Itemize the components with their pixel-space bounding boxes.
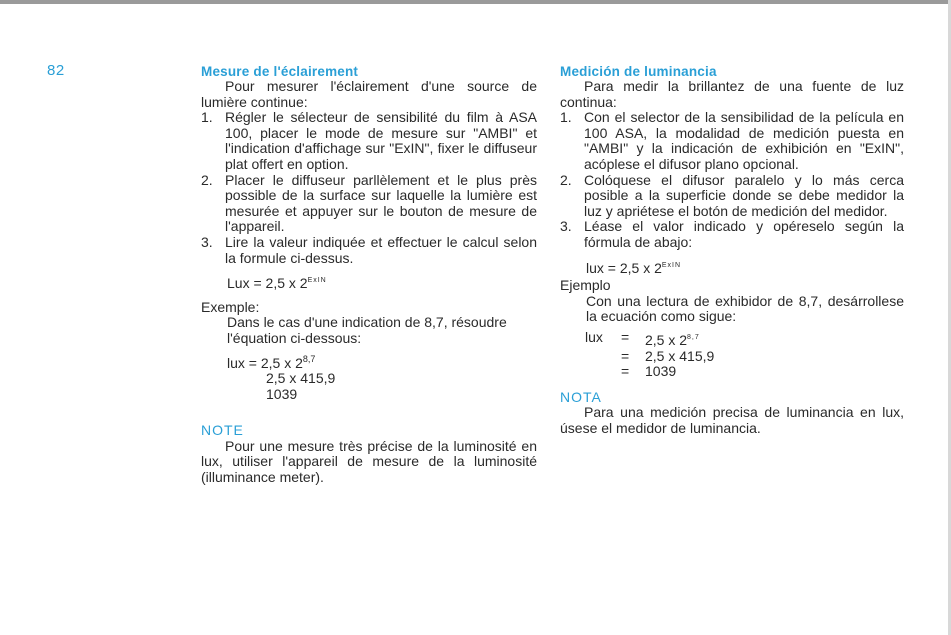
calc-equals: = <box>621 347 630 364</box>
step-number: 1. <box>201 109 213 126</box>
list-item <box>201 235 537 266</box>
calc-line-3: 1039 <box>266 385 298 402</box>
step-text: Régler le sélecteur de sensibilité du film à ASA 100, placer le mode de mesure sur "AMBI" et l'indication d'affichage sur "ExIN", fixer le diffuseur plat offert en option. <box>225 109 537 172</box>
calc-line-1: lux = 2,5 x 2 <box>227 354 303 371</box>
calc-equals: = <box>621 363 630 380</box>
spanish-title: Medición de luminancia <box>560 64 717 79</box>
step-number: 2. <box>201 171 213 188</box>
calc-line <box>227 352 537 372</box>
formula-lhs: Lux = 2,5 x 2 <box>227 275 308 292</box>
calc-row-1: 2,5 x 2 <box>645 331 688 348</box>
calc-exponent: 8,7 <box>687 333 700 341</box>
step-text: Léase el valor indicado y opéreselo según la fórmula de abajo: <box>584 218 904 250</box>
french-note-label: NOTE <box>201 422 244 439</box>
spanish-intro: Para medir la brillantez de una fuente de luz continua: <box>560 78 904 110</box>
list-item <box>201 173 537 235</box>
table-row <box>585 330 714 349</box>
spanish-calculation <box>585 330 714 380</box>
french-title: Mesure de l'éclairement <box>201 64 359 79</box>
spanish-column <box>560 64 904 436</box>
spanish-example-text: Con una lectura de exhibidor de 8,7, desárrollese la ecuación como sigue: <box>586 292 904 325</box>
calc-equals: = <box>621 328 630 345</box>
table-row <box>585 349 714 365</box>
calc-row-2: 2,5 x 415,9 <box>645 347 715 364</box>
formula-lhs: lux = 2,5 x 2 <box>586 259 662 276</box>
list-item <box>201 110 537 172</box>
step-number: 1. <box>560 109 572 126</box>
top-border <box>0 0 951 4</box>
calc-label: lux <box>585 328 603 345</box>
page-number: 82 <box>47 62 65 79</box>
french-formula <box>201 273 537 292</box>
french-note-text: Pour une mesure très précise de la luminosité en lux, utiliser l'appareil de mesure de la luminosité (illuminance meter). <box>201 437 537 486</box>
french-column <box>201 64 537 486</box>
spanish-note-label: NOTA <box>560 388 602 405</box>
table-row <box>585 364 714 380</box>
french-example-text: Dans le cas d'une indication de 8,7, résoudre l'équation ci-dessous: <box>227 314 507 346</box>
calc-value <box>645 330 714 349</box>
spanish-steps <box>560 110 904 250</box>
list-item <box>560 173 904 220</box>
step-text: Lire la valeur indiquée et effectuer le calcul selon la formule ci-dessus. <box>225 233 537 266</box>
step-number: 3. <box>560 218 572 235</box>
calc-line-2: 2,5 x 415,9 <box>266 370 336 387</box>
spanish-note-text: Para una medición precisa de luminancia en lux, úsese el medidor de luminancia. <box>560 404 904 436</box>
formula-exponent: ExIN <box>661 261 682 269</box>
calc-row-3: 1039 <box>645 363 677 380</box>
step-text: Placer le diffuseur parllèlement et le plus près possible de la surface sur laquelle la lumière est mesurée et appuyer sur le bouton de mesure de l'appareil. <box>225 171 537 235</box>
step-text: Con el selector de la sensibilidad de la película en 100 ASA, la modalidad de medición puesta en "AMBI" y la indicación de exhibición en "ExIN", acóplese el difusor plano opcional. <box>584 109 904 172</box>
step-text: Colóquese el difusor paralelo y lo más cerca posible a la superficie donde se debe medidor la luz y apriétese el botón de medición del medidor. <box>584 171 904 219</box>
spanish-example-label: Ejemplo <box>560 277 611 294</box>
formula-exponent: ExIN <box>307 277 327 285</box>
list-item <box>560 110 904 172</box>
calc-exponent: 8,7 <box>302 353 316 364</box>
french-intro: Pour mesurer l'éclairement d'une source de lumière continue: <box>201 78 537 110</box>
list-item <box>560 219 904 250</box>
french-steps <box>201 110 537 266</box>
french-calculation <box>201 352 537 403</box>
french-example-label: Exemple: <box>201 298 260 315</box>
spanish-formula <box>560 258 904 277</box>
step-number: 2. <box>560 171 572 188</box>
step-number: 3. <box>201 233 213 250</box>
